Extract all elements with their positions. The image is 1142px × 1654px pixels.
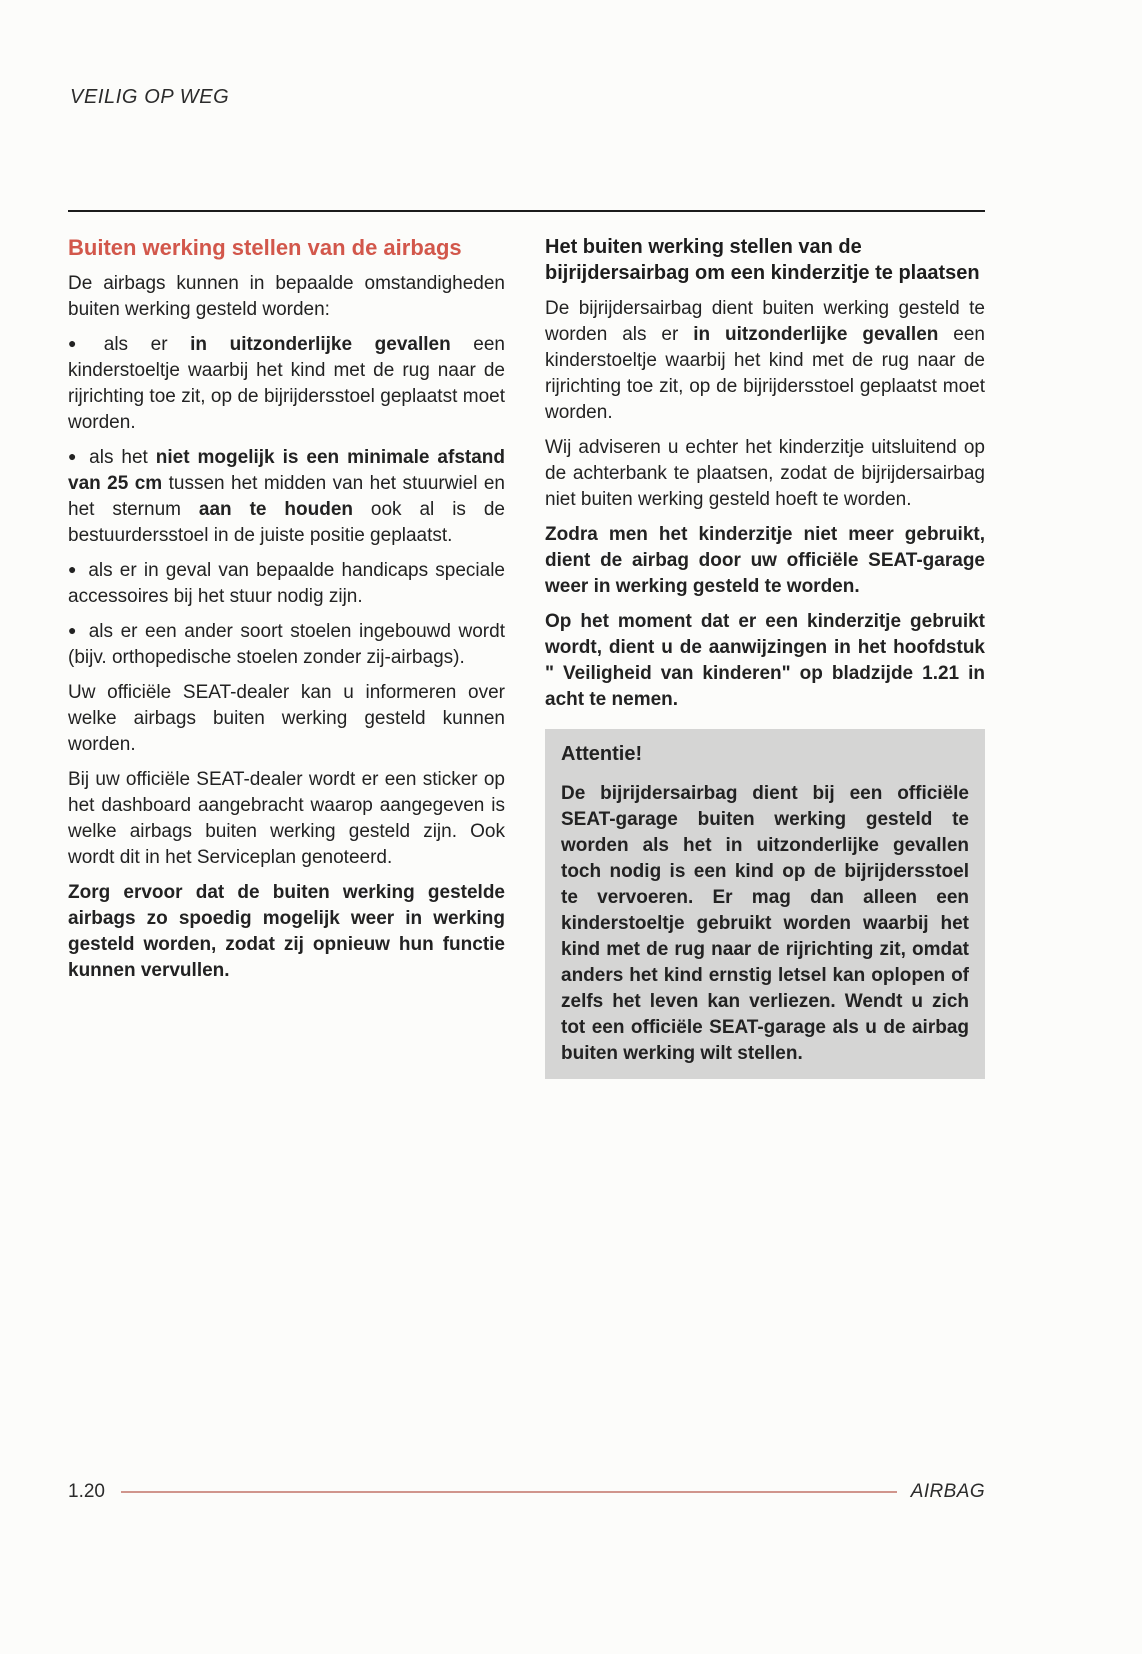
paragraph-passenger-intro: De bijrijdersairbag dient buiten werking gesteld te worden als er in uitzonderlijke gevallen een kinderstoeltje waarbij het kind met de rug naar de rijrichting toe zit, op de bijrijdersstoel geplaatst moet worden. [545, 298, 985, 423]
top-rule [68, 210, 985, 212]
right-column [545, 234, 985, 1079]
paragraph-chapter-reference: Op het moment dat er een kinderzitje gebruikt wordt, dient u de aanwijzingen in het hoofdstuk " Veiligheid van kinderen" op bladzijde 1.21 in acht te nemen. [545, 611, 985, 710]
two-column-body [68, 234, 985, 1079]
bullet-icon: ● [68, 561, 79, 577]
left-column [68, 234, 505, 1079]
paragraph-intro: De airbags kunnen in bepaalde omstandigheden buiten werking gesteld worden: [68, 273, 505, 320]
page-footer [68, 1481, 985, 1503]
running-header: VEILIG OP WEG [70, 86, 230, 108]
bullet-icon: ● [68, 622, 79, 638]
bullet-item-1 [68, 332, 505, 436]
bullet-icon: ● [68, 335, 94, 351]
section-heading-passenger-airbag: Het buiten werking stellen van de bijrijdersairbag om een kinderzitje te plaatsen [545, 236, 980, 284]
bullet-item-3 [68, 558, 505, 610]
attention-body: De bijrijdersairbag dient bij een officiële SEAT-garage buiten werking gesteld te worden als het in uitzonderlijke gevallen toch nodig is een kind op de bijrijdersstoel te vervoeren. Er mag dan alleen een kinderstoeltje gebruikt worden waarbij het kind met de rug naar de rijrichting zit, omdat anders het kind ernstig letsel kan oplopen of zelfs het leven kan verliezen. Wendt u zich tot een officiële SEAT-garage als u de airbag buiten werking wilt stellen. [561, 783, 969, 1064]
page-number: 1.20 [68, 1481, 105, 1502]
bullet-text-1: als er in uitzonderlijke gevallen een kinderstoeltje waarbij het kind met de rug naar de rijrichting toe zit, op de bijrijdersstoel geplaatst moet worden. [68, 334, 505, 433]
paragraph-restore-warning: Zorg ervoor dat de buiten werking gestelde airbags zo spoedig mogelijk weer in werking gesteld worden, zodat zij opnieuw hun functie kunnen vervullen. [68, 882, 505, 981]
bullet-item-4 [68, 619, 505, 671]
paragraph-dealer-info: Uw officiële SEAT-dealer kan u informeren over welke airbags buiten werking gesteld kunnen worden. [68, 682, 505, 755]
attention-title: Attentie! [561, 743, 643, 765]
bullet-text-3: als er in geval van bepaalde handicaps speciale accessoires bij het stuur nodig zijn. [68, 560, 505, 607]
chapter-label: AIRBAG [910, 1481, 985, 1502]
bullet-text-2: als het niet mogelijk is een minimale afstand van 25 cm tussen het midden van het stuurwiel en het sternum aan te houden ook al is de bestuurdersstoel in de juiste positie geplaatst. [68, 447, 505, 546]
section-heading-airbags-disable: Buiten werking stellen van de airbags [68, 235, 462, 260]
bullet-text-4: als er een ander soort stoelen ingebouwd wordt (bijv. orthopedische stoelen zonder zij-airbags). [68, 621, 505, 668]
footer-rule [121, 1491, 897, 1493]
attention-box [545, 729, 985, 1079]
paragraph-reactivate: Zodra men het kinderzitje niet meer gebruikt, dient de airbag door uw officiële SEAT-garage weer in werking gesteld te worden. [545, 524, 985, 597]
bullet-icon: ● [68, 448, 80, 464]
paragraph-sticker: Bij uw officiële SEAT-dealer wordt er een sticker op het dashboard aangebracht waarop aangegeven is welke airbags buiten werking gesteld zijn. Ook wordt dit in het Serviceplan genoteerd. [68, 769, 505, 868]
bullet-item-2 [68, 445, 505, 549]
paragraph-advice: Wij adviseren u echter het kinderzitje uitsluitend op de achterbank te plaatsen, zodat de bijrijdersairbag niet buiten werking gesteld hoeft te worden. [545, 437, 985, 510]
